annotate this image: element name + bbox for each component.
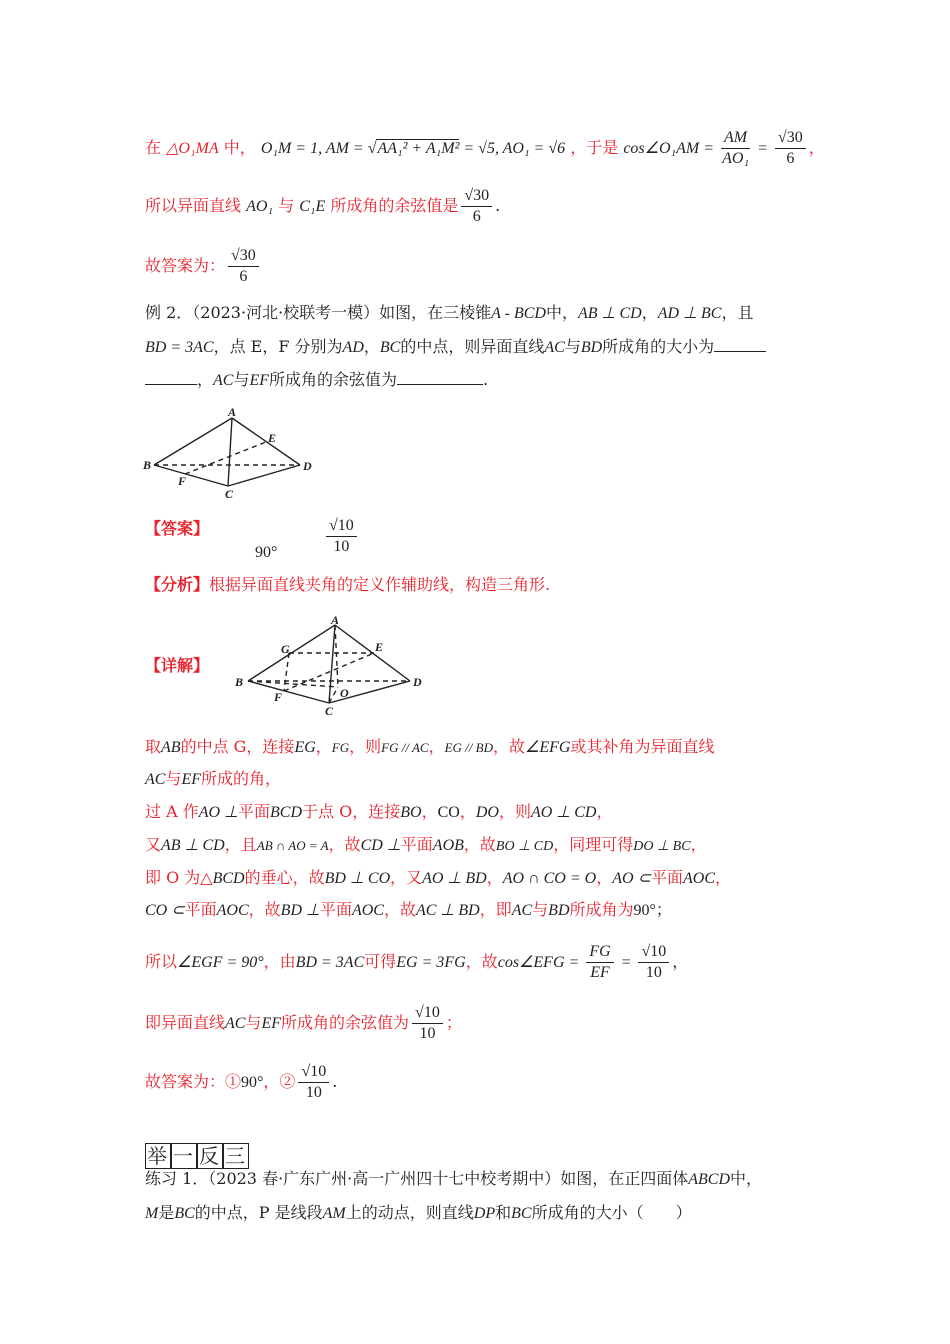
text: 中， xyxy=(223,138,256,157)
detail-line-5: 即 O 为△BCD的垂心，故BD ⊥ CO，又AO ⊥ BD，AO ∩ CO = O，AO ⊂平面AOC， xyxy=(145,868,731,887)
answer-value-2 xyxy=(323,516,360,557)
analysis-row: 【分析】根据异面直线夹角的定义作辅助线，构造三角形. xyxy=(145,575,551,594)
detail-line-7: 所以∠EGF = 90°，由BD = 3AC可得EG = 3FG，故cos∠EFG = $\frac{FG}{EF}$ = $\frac{√10}{10}$ ， xyxy=(145,943,689,981)
answer-blank[interactable] xyxy=(714,337,766,352)
pyramid-figure-1 xyxy=(140,408,330,500)
detail-line-1: 取AB的中点 G，连接EG，FG，则FG // AC，EG // BD，故∠EFG或其补角为异面直线 xyxy=(145,737,715,756)
triangle-expr: △O₁MA xyxy=(166,140,219,157)
solution-line-2: 所以异面直线 AO₁ 与 C₁E 所成角的余弦值是 $\frac{√30}{6}$ . xyxy=(145,187,501,225)
vertex-label: A xyxy=(331,615,340,627)
fraction: $\frac{√10}{10}$ xyxy=(326,516,357,557)
vertex-label: B xyxy=(235,675,244,689)
detail-row: 【详解】 xyxy=(145,656,210,675)
fraction: $\frac{FG}{EF}$ xyxy=(586,942,613,983)
pyramid-figure-2 xyxy=(232,615,432,721)
vertex-label: B xyxy=(143,458,152,472)
fraction: $\frac{√10}{10}$ xyxy=(412,1003,443,1044)
math-expr: cos∠O₁AM = xyxy=(623,140,719,157)
detail-line-8: 即异面直线AC与EF所成角的余弦值为 $\frac{√10}{10}$ ； xyxy=(145,1004,462,1042)
solution-line-1: 在 △O₁MA 中， O₁M = 1, AM = √AA₁² + A₁M² = √5, AO₁ = √6 ，于是 cos∠O₁AM = $\frac{AM}{\text{AO₁}}$ = $\frac{√30}{6}$ ， xyxy=(145,129,825,167)
vertex-label: E xyxy=(268,431,277,445)
text: 在 xyxy=(145,138,162,157)
answer-value-1: 90° xyxy=(255,544,278,561)
exercise-1-line-2: M是BC的中点，P 是线段AM上的动点，则直线DP和BC所成角的大小（ ） xyxy=(145,1203,692,1222)
detail-line-3: 过 A 作AO ⊥平面BCD于点 O，连接BO，CO，DO，则AO ⊥ CD， xyxy=(145,802,613,821)
detail-line-9: 故答案为：①90°，② $\frac{√10}{10}$ . xyxy=(145,1063,338,1101)
vertex-label: F xyxy=(178,474,187,488)
example-2-line-1: 例 2．（2023·河北·校联考一模）如图，在三棱锥A - BCD中，AB ⊥ CD，AD ⊥ BC，且 xyxy=(145,303,754,322)
exercise-1-line-1: 练习 1．（2023 春·广东广州·高一广州四十七中校考期中）如图，在正四面体ABCD中， xyxy=(145,1169,763,1188)
vertex-label: F xyxy=(274,690,283,704)
answer-blank[interactable] xyxy=(397,370,483,385)
fraction: $\frac{√30}{6}$ xyxy=(461,186,492,227)
vertex-label: C xyxy=(225,487,234,500)
answer-line-1: 故答案为： $\frac{√30}{6}$ xyxy=(145,246,262,287)
math-expr: O₁M = 1, AM = xyxy=(260,140,368,157)
fraction: $\frac{√30}{6}$ xyxy=(775,128,806,169)
math-expr: = √5, AO₁ = √6 xyxy=(459,140,566,157)
detail-line-6: CO ⊂平面AOC，故BD ⊥平面AOC，故AC ⊥ BD，即AC与BD所成角为90°； xyxy=(145,900,672,919)
detail-line-4: 又AB ⊥ CD，且AB ∩ AO = A，故CD ⊥平面AOB，故BO ⊥ CD，同理可得DO ⊥ BC， xyxy=(145,835,707,854)
section-header: 举 一 反 三 xyxy=(147,1144,247,1168)
text: ，于是 xyxy=(570,138,619,157)
fraction: $\frac{√30}{6}$ xyxy=(228,246,259,287)
answer-blank[interactable] xyxy=(145,370,197,385)
sqrt-expr: AA₁² + A₁M² xyxy=(377,140,460,157)
fraction: $\frac{√10}{10}$ xyxy=(638,942,669,983)
vertex-label: D xyxy=(413,675,422,689)
answer-row xyxy=(145,518,209,540)
fraction: $\frac{AM}{\text{AO₁}}$ xyxy=(722,129,750,167)
example-2-line-2: BD = 3AC，点 E，F 分别为AD，BC的中点，则异面直线AC与BD所成角的大小为 xyxy=(145,336,766,359)
detail-line-2: AC与EF所成的角， xyxy=(145,769,282,788)
vertex-label: D xyxy=(303,459,312,473)
vertex-label: G xyxy=(281,642,290,656)
example-2-line-3: ，AC与EF所成角的余弦值为 . xyxy=(145,369,488,392)
answer-tag: 【答案】 xyxy=(145,519,210,538)
vertex-label: A xyxy=(228,408,237,419)
vertex-label: E xyxy=(375,640,384,654)
vertex-label: O xyxy=(340,686,349,700)
fraction: $\frac{√10}{10}$ xyxy=(298,1062,329,1103)
vertex-label: C xyxy=(325,704,334,718)
